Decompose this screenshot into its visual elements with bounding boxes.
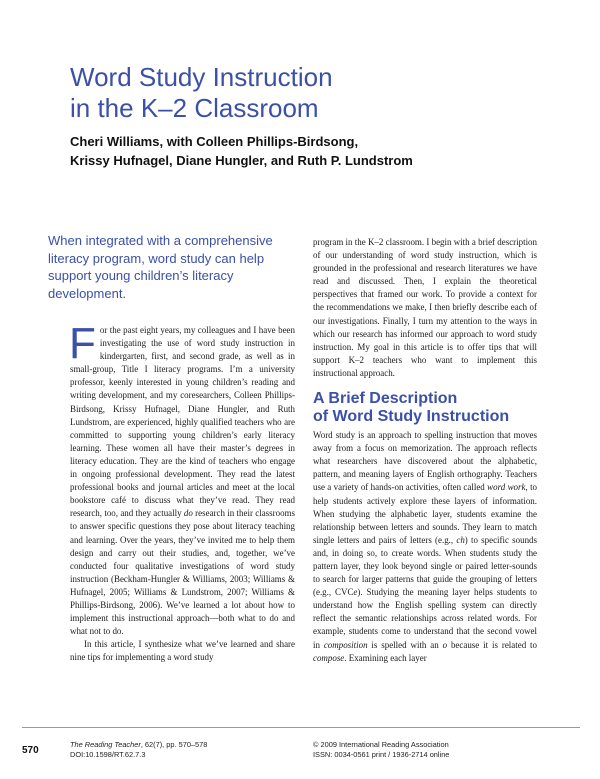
doi-text: DOI:10.1598/RT.62.7.3 bbox=[70, 750, 146, 759]
emphasis-word-work: word work bbox=[487, 482, 526, 493]
article-title bbox=[70, 62, 540, 124]
right-column bbox=[313, 236, 537, 665]
overview-paragraph: program in the K–2 classroom. I begin with a brief description of our understanding of word study instruction, which is grounded in the professional and research literatures we have read and discussed. Then, I explain the theoretical perspectives that framed our work. To provide a context for the recommendations we make, I then briefly describe each of our investigations. Finally, I turn my attention to the ways in which our research has informed our approach to word study instruction. My goal in this article is to offer tips that will support K–2 teachers who want to implement this instructional approach. bbox=[313, 237, 537, 378]
journal-citation bbox=[70, 740, 207, 760]
text-run: . Examining each layer bbox=[344, 652, 427, 663]
synthesis-paragraph: In this article, I synthesize what we’ve learned and share nine tips for implementing a word study bbox=[70, 639, 295, 663]
page-number: 570 bbox=[22, 745, 39, 756]
authors-line-1: Cheri Williams, with Colleen Phillips-Birdsong, bbox=[70, 134, 359, 149]
section-heading-line-1: A Brief Description bbox=[313, 390, 458, 408]
authors-line-2: Krissy Hufnagel, Diane Hungler, and Ruth P. Lundstrom bbox=[70, 153, 413, 168]
text-run: , to help students actively explore these layers of information. When studying the alphabetic layer, students examine the relationship between letters and sounds. They learn to match single letters and pairs of letters (e.g., bbox=[313, 482, 538, 545]
emphasis-composition: composition bbox=[323, 639, 368, 650]
text-run: is spelled with an bbox=[367, 639, 443, 650]
emphasis-e: e bbox=[353, 587, 358, 598]
title-line-1: Word Study Instruction bbox=[70, 62, 333, 92]
emphasis-o: o bbox=[442, 639, 448, 650]
pull-quote: When integrated with a comprehensive literacy program, word study can help support young children’s literacy development. bbox=[48, 233, 273, 301]
text-run: ) to specific sounds and, in doing so, to create words. When students study the pattern layer, they look beyond single or paired letter-sounds to search for larger patterns that guide the grouping of letters (e.g., CVC bbox=[313, 534, 537, 598]
text-run: ). Studying the meaning layer helps students to understand how the English spelling system can directly reflect the semantic relationships across related words. For example, students come to understand that the second vowel in bbox=[313, 587, 537, 650]
copyright-block bbox=[313, 740, 449, 760]
author-list bbox=[70, 132, 550, 170]
citation-details: , 62(7), pp. 570–578 bbox=[140, 740, 208, 749]
text-run: Word study is an approach to spelling instruction that moves away from a focus on memorization. The approach reflects what researchers have discovered about the alphabetic, pattern, and meaning layers of English orthography. Teachers use a variety of hands-on activities, often called bbox=[313, 430, 537, 493]
emphasis-do: do bbox=[183, 508, 193, 519]
drop-cap: F bbox=[69, 319, 96, 368]
copyright-text: © 2009 International Reading Association bbox=[313, 740, 449, 749]
footer-divider bbox=[22, 727, 580, 728]
intro-text-b: research in their classrooms to answer specific questions they pose about literacy teaching and learning. Over the years, they’ve invited me to help them design and carry out their studies, and, together, we’ve conducted four qualitative investigations of word study instruction (Beckham-Hungler & Williams, 2003; Williams & Hufnagel, 2005; Williams & Lundstrom, 2007; Williams & Phillips-Birdsong, 2006). We’ve learned a lot about how to implement this instructional approach—both what to do and what not to do. bbox=[70, 508, 295, 637]
emphasis-ch: ch bbox=[456, 534, 465, 545]
issn-text: ISSN: 0034-0561 print / 1936-2714 online bbox=[313, 750, 450, 759]
journal-name: The Reading Teacher bbox=[70, 740, 141, 749]
intro-text-a: or the past eight years, my colleagues and I have been investigating the use of word study instruction in kindergarten, first, and second grade, as well as in small-group, Title I literacy programs. I’m a university professor, keenly interested in young children’s reading and writing development, and my coresearchers, Colleen Phillips-Birdsong, Krissy Hufnagel, Diane Hungler, and Ruth Lundstrom, are experienced, highly qualified teachers who are committed to supporting young children’s early literacy learning. These women all have their master’s degrees in literacy education. They are the kind of teachers who engage in ongoing professional development. They read the latest professional books and journal articles and meet at the local bookstore café to discuss what they’ve read. They read research, too, and they actually bbox=[70, 325, 295, 519]
title-line-2: in the K–2 Classroom bbox=[70, 93, 319, 123]
left-column bbox=[69, 319, 295, 664]
emphasis-compose: compose bbox=[313, 652, 345, 663]
text-run: because it is related to bbox=[447, 639, 537, 650]
intro-paragraph bbox=[69, 319, 295, 638]
word-study-paragraph bbox=[313, 429, 537, 665]
section-heading bbox=[313, 390, 537, 426]
section-heading-line-2: of Word Study Instruction bbox=[313, 408, 510, 426]
